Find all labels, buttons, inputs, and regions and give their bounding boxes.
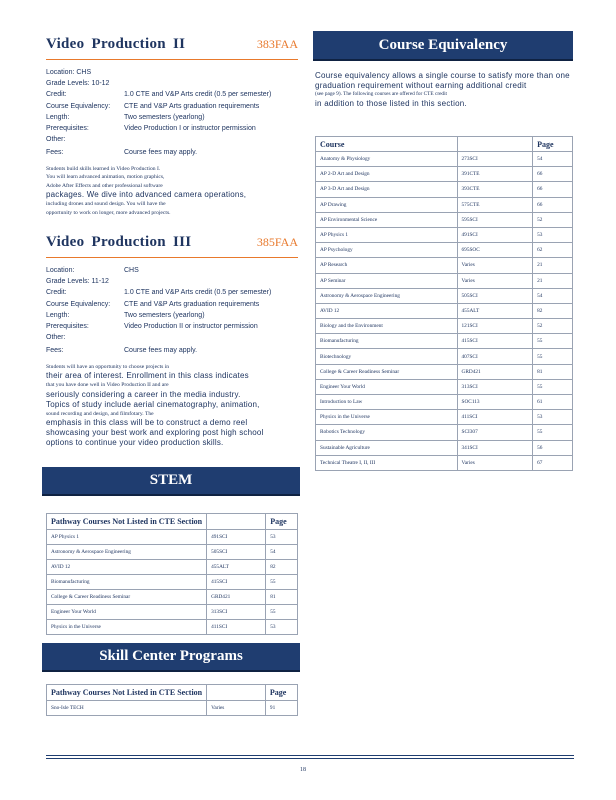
page-number-cell: 66 bbox=[533, 167, 573, 182]
course-title: Video Production II bbox=[46, 36, 186, 52]
course-info bbox=[46, 265, 298, 357]
course-code-cell: SCI307 bbox=[457, 425, 533, 440]
course-code-cell: 575CTE bbox=[457, 197, 533, 212]
table-row bbox=[316, 334, 573, 349]
course-code-cell: 595SCI bbox=[457, 212, 533, 227]
course-code-cell: 393CTE bbox=[457, 182, 533, 197]
course-code-cell: 455ALT bbox=[207, 560, 266, 575]
credit-row: Credit: 1.0 CTE and V&P Arts credit (0.5 per semester) bbox=[46, 91, 272, 99]
location-line: Location: CHS bbox=[46, 69, 92, 76]
table-row bbox=[316, 364, 573, 379]
page-number-cell: 55 bbox=[266, 575, 298, 590]
course-name-cell: Biotechnology bbox=[316, 349, 458, 364]
description-line: sound recording and design, and filmfotary. The bbox=[46, 410, 154, 417]
course-name-cell: Astronomy & Aerospace Engineering bbox=[47, 545, 207, 560]
course-code-cell: 491SCI bbox=[207, 530, 266, 545]
course-name-cell: Robotics Technology bbox=[316, 425, 458, 440]
table-row bbox=[47, 701, 298, 716]
course-name-cell: AP Environmental Science bbox=[316, 212, 458, 227]
page-number-cell: 55 bbox=[533, 334, 573, 349]
description-line: Adobe After Effects and other professional software bbox=[46, 182, 163, 189]
course-code-cell: 491SCI bbox=[457, 227, 533, 242]
other-row: Other: bbox=[46, 334, 66, 342]
course-code-cell: 415SCI bbox=[457, 334, 533, 349]
stem-banner-title: STEM bbox=[149, 472, 193, 488]
course-header bbox=[46, 234, 298, 256]
column-header-page: Page bbox=[533, 137, 573, 152]
other-row: Other: bbox=[46, 136, 66, 144]
page-number-cell: 55 bbox=[533, 425, 573, 440]
page-number-cell: 66 bbox=[533, 197, 573, 212]
column-header-course: Course bbox=[316, 137, 458, 152]
page-number-cell: 91 bbox=[265, 701, 297, 716]
description-line: emphasis in this class will be to construct a demo reel bbox=[46, 418, 248, 428]
table-row bbox=[316, 440, 573, 455]
page-number-cell: 61 bbox=[533, 395, 573, 410]
page-number-cell: 82 bbox=[266, 560, 298, 575]
description-line: that you have done well in Video Production II and are bbox=[46, 382, 169, 389]
page-number-cell: 55 bbox=[266, 605, 298, 620]
course-name-cell: AP 3-D Art and Design bbox=[316, 182, 458, 197]
table-row bbox=[316, 243, 573, 258]
table-row bbox=[316, 258, 573, 273]
page-number-cell: 81 bbox=[533, 364, 573, 379]
course-description bbox=[46, 165, 298, 218]
course-code-cell: 415SCI bbox=[207, 575, 266, 590]
course-equivalency-banner bbox=[313, 31, 573, 61]
page-number-cell: 53 bbox=[533, 227, 573, 242]
table-row bbox=[316, 182, 573, 197]
table-header-row bbox=[47, 514, 298, 530]
page-number-cell: 52 bbox=[533, 319, 573, 334]
column-header-page: Page bbox=[266, 514, 298, 530]
column-header-page: Page bbox=[265, 685, 297, 701]
page-number-cell: 52 bbox=[533, 212, 573, 227]
equivalency-row: Course Equivalency: CTE and V&P Arts graduation requirements bbox=[46, 102, 260, 110]
column-header-code bbox=[207, 685, 266, 701]
course-name-cell: Physics in the Universe bbox=[47, 620, 207, 635]
course-title: Video Production III bbox=[46, 234, 192, 250]
table-row bbox=[316, 455, 573, 470]
course-name-cell: Introduction to Law bbox=[316, 395, 458, 410]
description-line: packages. We dive into advanced camera operations, bbox=[46, 190, 247, 200]
fees-row: Fees: Course fees may apply. bbox=[46, 347, 198, 355]
course-code-cell: GRD421 bbox=[457, 364, 533, 379]
description-line: seriously considering a career in the media industry. bbox=[46, 389, 241, 399]
table-row bbox=[316, 152, 573, 167]
table-row bbox=[47, 560, 298, 575]
description-line: Topics of study include aerial cinematography, animation, bbox=[46, 399, 260, 409]
course-name-cell: Biomanufacturing bbox=[47, 575, 207, 590]
table-row bbox=[316, 395, 573, 410]
column-header-course: Pathway Courses Not Listed in CTE Section bbox=[47, 685, 207, 701]
course-name-cell: AP Drawing bbox=[316, 197, 458, 212]
table-header-row bbox=[316, 137, 573, 152]
course-name-cell: College & Career Readiness Seminar bbox=[47, 590, 207, 605]
course-code-cell: 411SCI bbox=[207, 620, 266, 635]
page-number-cell: 56 bbox=[533, 440, 573, 455]
course-code-cell: 695SOC bbox=[457, 243, 533, 258]
length-row: Length: Two semesters (yearlong) bbox=[46, 113, 205, 121]
table-row bbox=[47, 590, 298, 605]
fees-row: Fees: Course fees may apply. bbox=[46, 149, 198, 157]
course-code-cell: 391CTE bbox=[457, 167, 533, 182]
page-number-cell: 54 bbox=[533, 288, 573, 303]
course-name-cell: AVID 12 bbox=[47, 560, 207, 575]
grade-line: Grade Levels: 10-12 bbox=[46, 80, 110, 88]
intro-note: (see page 9). The following courses are offered for CTE credit bbox=[315, 91, 448, 98]
course-name-cell: AP Physics 1 bbox=[316, 227, 458, 242]
description-line: You will learn advanced animation, motion graphics, bbox=[46, 174, 165, 181]
course-code-cell: 407SCI bbox=[457, 349, 533, 364]
page-number: 18 bbox=[300, 767, 306, 773]
course-equivalency-intro bbox=[315, 71, 573, 109]
course-code-cell: Varies bbox=[457, 273, 533, 288]
course-name-cell: Astronomy & Aerospace Engineering bbox=[316, 288, 458, 303]
footer-rule bbox=[46, 758, 574, 759]
course-name-cell: Biomanufacturing bbox=[316, 334, 458, 349]
table-row bbox=[316, 379, 573, 394]
column-header-code bbox=[207, 514, 266, 530]
page-number-cell: 53 bbox=[266, 530, 298, 545]
course-code-cell: GRD421 bbox=[207, 590, 266, 605]
skill-center-banner bbox=[42, 643, 300, 672]
course-code: 383FAA bbox=[256, 37, 298, 51]
orange-divider bbox=[46, 59, 298, 60]
course-code-cell: 411SCI bbox=[457, 410, 533, 425]
page-number-cell: 62 bbox=[533, 243, 573, 258]
course-code-cell: 313SCI bbox=[207, 605, 266, 620]
course-code-cell: 341SCI bbox=[457, 440, 533, 455]
table-row bbox=[316, 273, 573, 288]
course-name-cell: Sustainable Agriculture bbox=[316, 440, 458, 455]
column-header-course: Pathway Courses Not Listed in CTE Section bbox=[47, 514, 207, 530]
column-header-code bbox=[457, 137, 533, 152]
course-code-cell: 455ALT bbox=[457, 303, 533, 318]
page-number-cell: 82 bbox=[533, 303, 573, 318]
course-name-cell: Anatomy & Physiology bbox=[316, 152, 458, 167]
course-equivalency-table bbox=[315, 136, 573, 471]
stem-table bbox=[46, 513, 298, 635]
credit-row: Credit: 1.0 CTE and V&P Arts credit (0.5 per semester) bbox=[46, 289, 272, 297]
table-row bbox=[316, 288, 573, 303]
course-name-cell: AP Research bbox=[316, 258, 458, 273]
table-row bbox=[47, 620, 298, 635]
table-header-row bbox=[47, 685, 298, 701]
equivalency-row: Course Equivalency: CTE and V&P Arts graduation requirements bbox=[46, 300, 260, 308]
location-row: Location: CHS bbox=[46, 267, 139, 274]
course-code-cell: 273SCI bbox=[457, 152, 533, 167]
page-number-cell: 21 bbox=[533, 258, 573, 273]
course-code-cell: Varies bbox=[207, 701, 266, 716]
page-number-cell: 21 bbox=[533, 273, 573, 288]
page-number-cell: 53 bbox=[533, 410, 573, 425]
table-row bbox=[316, 212, 573, 227]
intro-text: Course equivalency allows a single course to satisfy more than one graduation requirement without earning additional credit bbox=[315, 71, 570, 91]
page-number-cell: 66 bbox=[533, 182, 573, 197]
table-row bbox=[316, 197, 573, 212]
course-name-cell: Technical Theatre I, II, III bbox=[316, 455, 458, 470]
table-row bbox=[316, 303, 573, 318]
length-row: Length: Two semesters (yearlong) bbox=[46, 311, 205, 319]
table-row bbox=[316, 167, 573, 182]
page-number-cell: 53 bbox=[266, 620, 298, 635]
course-code: 385FAA bbox=[256, 235, 298, 249]
course-header bbox=[46, 36, 298, 58]
prereq-row: Prerequisites: Video Production II or instructor permission bbox=[46, 323, 258, 331]
table-row bbox=[47, 545, 298, 560]
course-code-cell: Varies bbox=[457, 455, 533, 470]
table-row bbox=[47, 530, 298, 545]
footer-rule bbox=[46, 755, 574, 756]
prereq-row: Prerequisites: Video Production I or instructor permission bbox=[46, 125, 256, 133]
description-line: Students build skills learned in Video Production I. bbox=[46, 165, 161, 172]
description-line: their area of interest. Enrollment in this class indicates bbox=[46, 371, 249, 381]
intro-text-continued: in addition to those listed in this section. bbox=[315, 98, 467, 108]
course-name-cell: Engineer Your World bbox=[47, 605, 207, 620]
page-number-cell: 67 bbox=[533, 455, 573, 470]
course-info bbox=[46, 67, 298, 159]
page-number-cell: 55 bbox=[533, 379, 573, 394]
table-row bbox=[316, 227, 573, 242]
course-code-cell: 505SCI bbox=[457, 288, 533, 303]
course-name-cell: College & Career Readiness Seminar bbox=[316, 364, 458, 379]
course-code-cell: SOC113 bbox=[457, 395, 533, 410]
page-number-cell: 54 bbox=[533, 152, 573, 167]
table-row bbox=[47, 575, 298, 590]
description-line: options to continue your video production skills. bbox=[46, 438, 224, 448]
course-name-cell: AP Physics 1 bbox=[47, 530, 207, 545]
description-line: opportunity to work on longer, more advanced projects. bbox=[46, 210, 171, 216]
table-row bbox=[316, 349, 573, 364]
table-row bbox=[316, 425, 573, 440]
table-row bbox=[316, 410, 573, 425]
page-number-cell: 55 bbox=[533, 349, 573, 364]
course-name-cell: AVID 12 bbox=[316, 303, 458, 318]
course-code-cell: 121SCI bbox=[457, 319, 533, 334]
course-description bbox=[46, 363, 298, 449]
course-video-production-3 bbox=[46, 234, 298, 448]
skill-center-table bbox=[46, 684, 298, 716]
skill-center-banner-title: Skill Center Programs bbox=[99, 648, 243, 664]
description-line: showcasing your best work and exploring post high school bbox=[46, 428, 264, 438]
description-line: Students will have an opportunity to choose projects in bbox=[46, 363, 170, 370]
description-line: including drones and sound design. You will have the bbox=[46, 201, 166, 208]
course-name-cell: Physics in the Universe bbox=[316, 410, 458, 425]
page-number-cell: 81 bbox=[266, 590, 298, 605]
table-row bbox=[316, 319, 573, 334]
table-row bbox=[47, 605, 298, 620]
course-equivalency-banner-title: Course Equivalency bbox=[378, 36, 508, 53]
course-name-cell: AP 2-D Art and Design bbox=[316, 167, 458, 182]
course-code-cell: Varies bbox=[457, 258, 533, 273]
course-code-cell: 313SCI bbox=[457, 379, 533, 394]
course-name-cell: Biology and the Environment bbox=[316, 319, 458, 334]
course-video-production-2 bbox=[46, 36, 298, 218]
course-name-cell: Engineer Your World bbox=[316, 379, 458, 394]
course-name-cell: AP Seminar bbox=[316, 273, 458, 288]
orange-divider bbox=[46, 257, 298, 258]
course-name-cell: Sno-Isle TECH bbox=[47, 701, 207, 716]
page-number-cell: 54 bbox=[266, 545, 298, 560]
course-code-cell: 505SCI bbox=[207, 545, 266, 560]
course-name-cell: AP Psychology bbox=[316, 243, 458, 258]
grade-line: Grade Levels: 11-12 bbox=[46, 278, 109, 286]
stem-banner bbox=[42, 467, 300, 496]
